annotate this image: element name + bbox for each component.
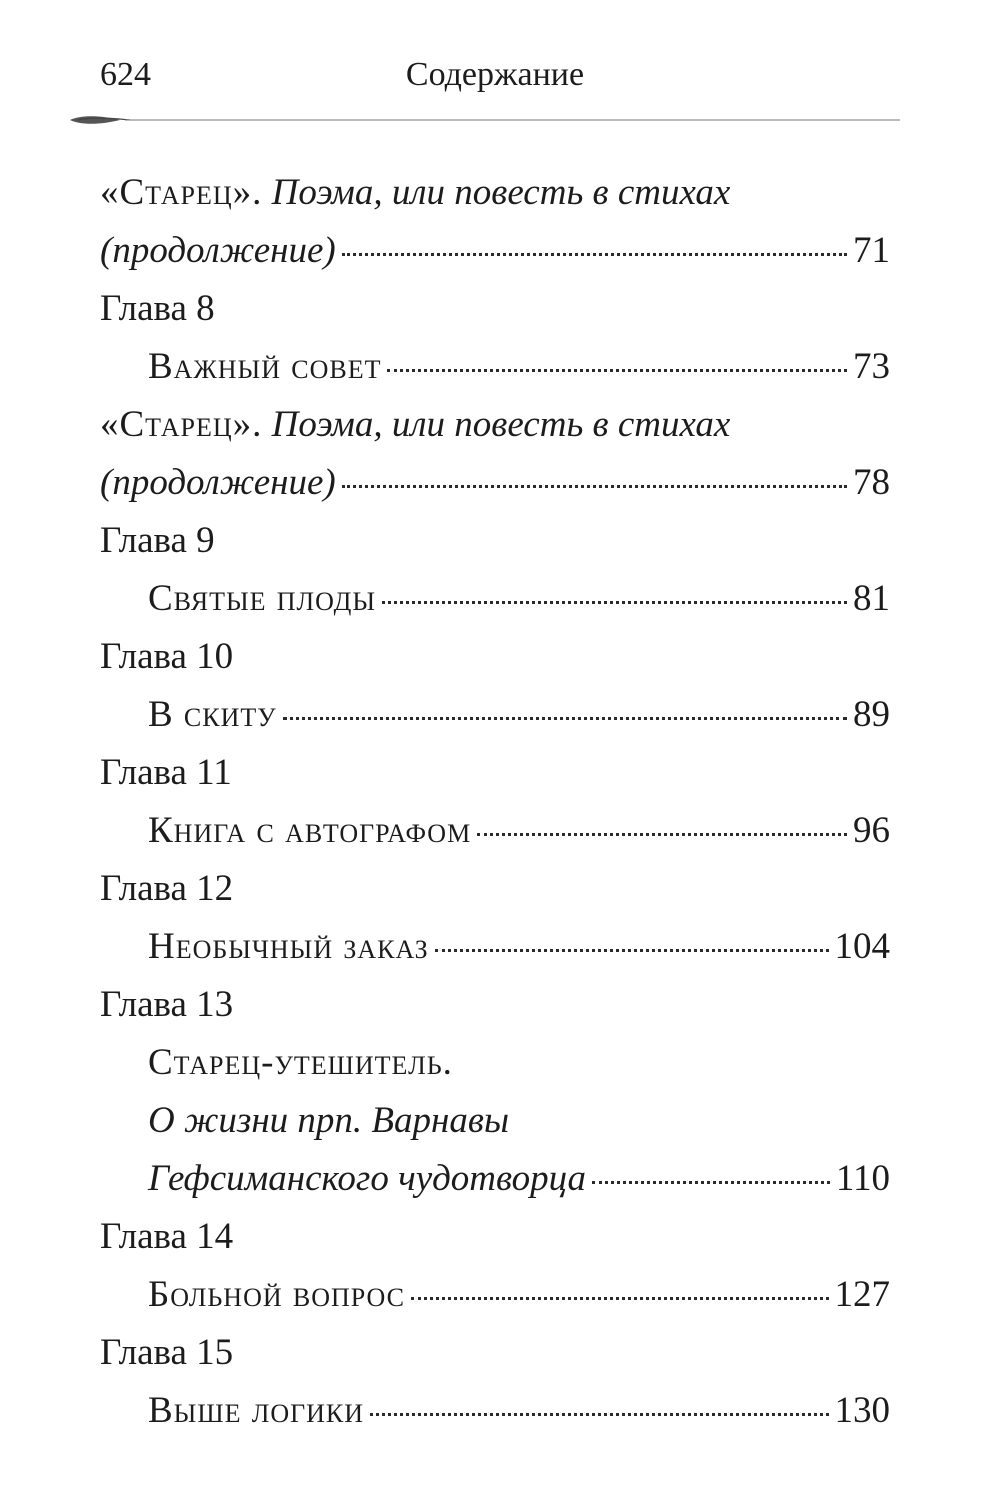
toc-entry: [100, 280, 890, 396]
chapter-label: Глава 10: [100, 636, 234, 677]
dot-leader: [435, 948, 829, 952]
toc-entry: [100, 396, 890, 512]
entry-title-cont: (продолжение): [100, 230, 336, 271]
entry-page: 130: [834, 1390, 890, 1431]
chapter-title: Старец-утешитель.: [148, 1042, 453, 1083]
dot-leader: [370, 1412, 828, 1416]
table-of-contents: [100, 164, 890, 1440]
chapter-title: Важный совет: [148, 346, 382, 387]
chapter-title: Святые плоды: [148, 578, 377, 619]
entry-page: 78: [853, 462, 890, 503]
toc-entry: [100, 1208, 890, 1324]
chapter-label: Глава 14: [100, 1216, 234, 1257]
entry-title: Поэма, или повесть в стихах: [271, 172, 731, 213]
toc-entry: [100, 976, 890, 1208]
chapter-label: Глава 12: [100, 868, 234, 909]
toc-entry: [100, 744, 890, 860]
toc-entry: [100, 512, 890, 628]
chapter-title: Книга с автографом: [148, 810, 472, 851]
toc-entry: [100, 164, 890, 280]
dot-leader: [477, 832, 847, 836]
chapter-title: Выше логики: [148, 1390, 365, 1431]
entry-page: 73: [853, 346, 890, 387]
chapter-label: Глава 9: [100, 520, 215, 561]
chapter-subtitle-cont: Гефсиманского чудотворца: [148, 1158, 587, 1199]
entry-title-cont: (продолжение): [100, 462, 336, 503]
chapter-label: Глава 15: [100, 1332, 234, 1373]
entry-title: Поэма, или повесть в стихах: [271, 404, 731, 445]
chapter-label: Глава 11: [100, 752, 232, 793]
entry-page: 81: [853, 578, 890, 619]
chapter-label: Глава 8: [100, 288, 215, 329]
entry-prefix: «Старец».: [100, 404, 263, 445]
chapter-title: Необычный заказ: [148, 926, 429, 967]
chapter-title: В скиту: [148, 694, 277, 735]
entry-page: 96: [853, 810, 890, 851]
toc-entry: [100, 628, 890, 744]
page-number: 624: [100, 56, 151, 93]
dot-leader: [283, 716, 847, 720]
dot-leader: [342, 484, 847, 488]
dot-leader: [342, 252, 847, 256]
running-title: Содержание: [405, 56, 585, 93]
chapter-label: Глава 13: [100, 984, 234, 1025]
entry-page: 89: [853, 694, 890, 735]
dot-leader: [387, 368, 847, 372]
entry-page: 104: [834, 926, 890, 967]
entry-page: 127: [834, 1274, 890, 1315]
toc-entry: [100, 860, 890, 976]
page-header: [100, 52, 890, 102]
dot-leader: [382, 600, 847, 604]
header-rule: [70, 113, 900, 127]
chapter-title: Больной вопрос: [148, 1274, 405, 1315]
entry-prefix: «Старец».: [100, 172, 263, 213]
dot-leader: [592, 1180, 830, 1184]
entry-page: 110: [835, 1158, 890, 1199]
toc-entry: [100, 1324, 890, 1440]
dot-leader: [411, 1296, 829, 1300]
entry-page: 71: [853, 230, 890, 271]
chapter-subtitle: О жизни прп. Варнавы: [148, 1100, 510, 1141]
